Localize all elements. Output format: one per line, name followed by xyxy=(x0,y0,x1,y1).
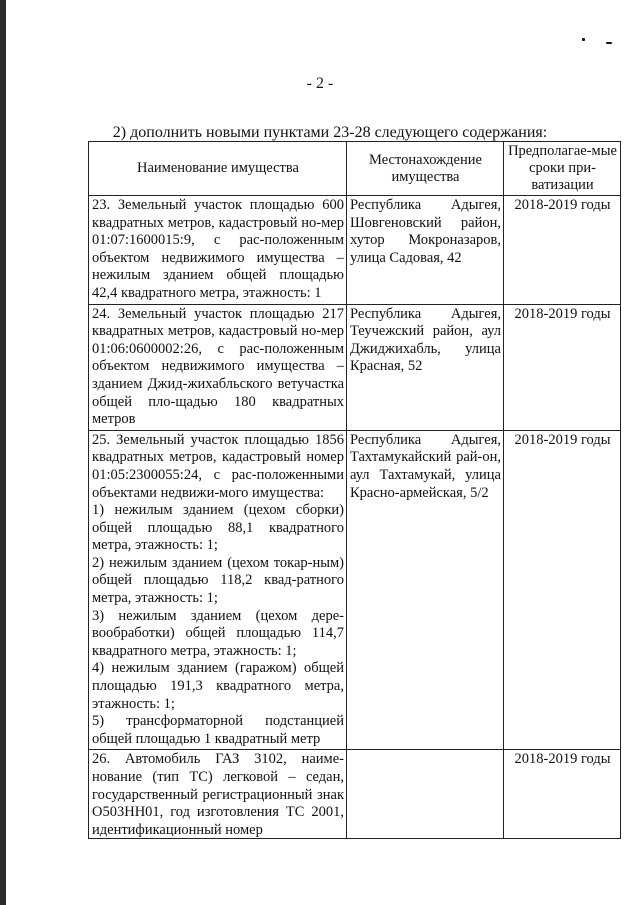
row-25-name xyxy=(89,430,347,750)
row-24-period: 2018-2019 годы xyxy=(504,304,621,430)
row-26-name xyxy=(89,750,347,839)
row-24-name: 24. Земельный участок площадью 217 квадратных метров, кадастровый но-мер 01:06:0600002:26, с рас-положенным объектом недвижимого имущества – зданием Джид-жихабльского ветучастка общей пло-щадью 180 квадратных метров xyxy=(89,304,347,430)
row-25-item-5: 5) трансформаторной подстанцией общей площадью 1 квадратный метр xyxy=(92,713,344,747)
table-row xyxy=(89,304,621,430)
row-26-name-text: 26. Автомобиль ГАЗ 3102, наиме-нование (тип ТС) легковой – седан, государственный регистрационный знак О503НН01, год изготовления ТС 2001, идентификационный номер xyxy=(92,751,344,838)
row-26-period: 2018-2019 годы xyxy=(504,750,621,839)
table-row xyxy=(89,430,621,750)
row-25-location: Республика Адыгея, Тахтамукайский рай-он, аул Тахтамукай, улица Красно-армейская, 5/2 xyxy=(347,430,504,750)
row-26-location xyxy=(347,750,504,839)
row-23-period: 2018-2019 годы xyxy=(504,196,621,305)
row-23-location: Республика Адыгея, Шовгеновский район, хутор Мокроназаров, улица Садовая, 42 xyxy=(347,196,504,305)
header-period: Предполагае-мые сроки при-ватизации xyxy=(504,142,621,196)
row-25-item-2: 2) нежилым зданием (цехом токар-ным) общей площадью 118,2 квад-ратного метра, этажность: 1; xyxy=(92,554,344,607)
row-25-item-1: 1) нежилым зданием (цехом сборки) общей площадью 88,1 квадратного метра, этажность: 1; xyxy=(92,502,344,554)
table-header-row xyxy=(89,142,621,196)
intro-text: 2) дополнить новыми пунктами 23-28 следующего содержания: xyxy=(112,124,548,141)
row-25-item-4: 4) нежилым зданием (гаражом) общей площадью 191,3 квадратного метра, этажность: 1; xyxy=(92,660,344,712)
row-25-intro: 25. Земельный участок площадью 1856 квадратных метров, кадастровый номер 01:05:2300055:24, с рас-положенными объектами недвижи-мого имущества: xyxy=(92,431,344,501)
row-25-period: 2018-2019 годы xyxy=(504,430,621,750)
property-table xyxy=(88,141,621,839)
table-row xyxy=(89,196,621,305)
table-row xyxy=(89,750,621,839)
row-23-name: 23. Земельный участок площадью 600 квадратных метров, кадастровый но-мер 01:07:1600015:9, с рас-положенным объектом недвижимого имущества – нежилым зданием общей площадью 42,4 квадратного метра, этажность: 1 xyxy=(89,196,347,305)
header-name: Наименование имущества xyxy=(89,142,347,196)
scan-specks xyxy=(578,36,618,48)
row-25-item-3: 3) нежилым зданием (цехом дере-вообработки) общей площадью 114,7 квадратного метра, этажность: 1; xyxy=(92,607,344,659)
row-24-location: Республика Адыгея, Теучежский район, аул Джиджихабль, улица Красная, 52 xyxy=(347,304,504,430)
header-location: Местонахождение имущества xyxy=(347,142,504,196)
page-number: - 2 - xyxy=(306,75,334,92)
